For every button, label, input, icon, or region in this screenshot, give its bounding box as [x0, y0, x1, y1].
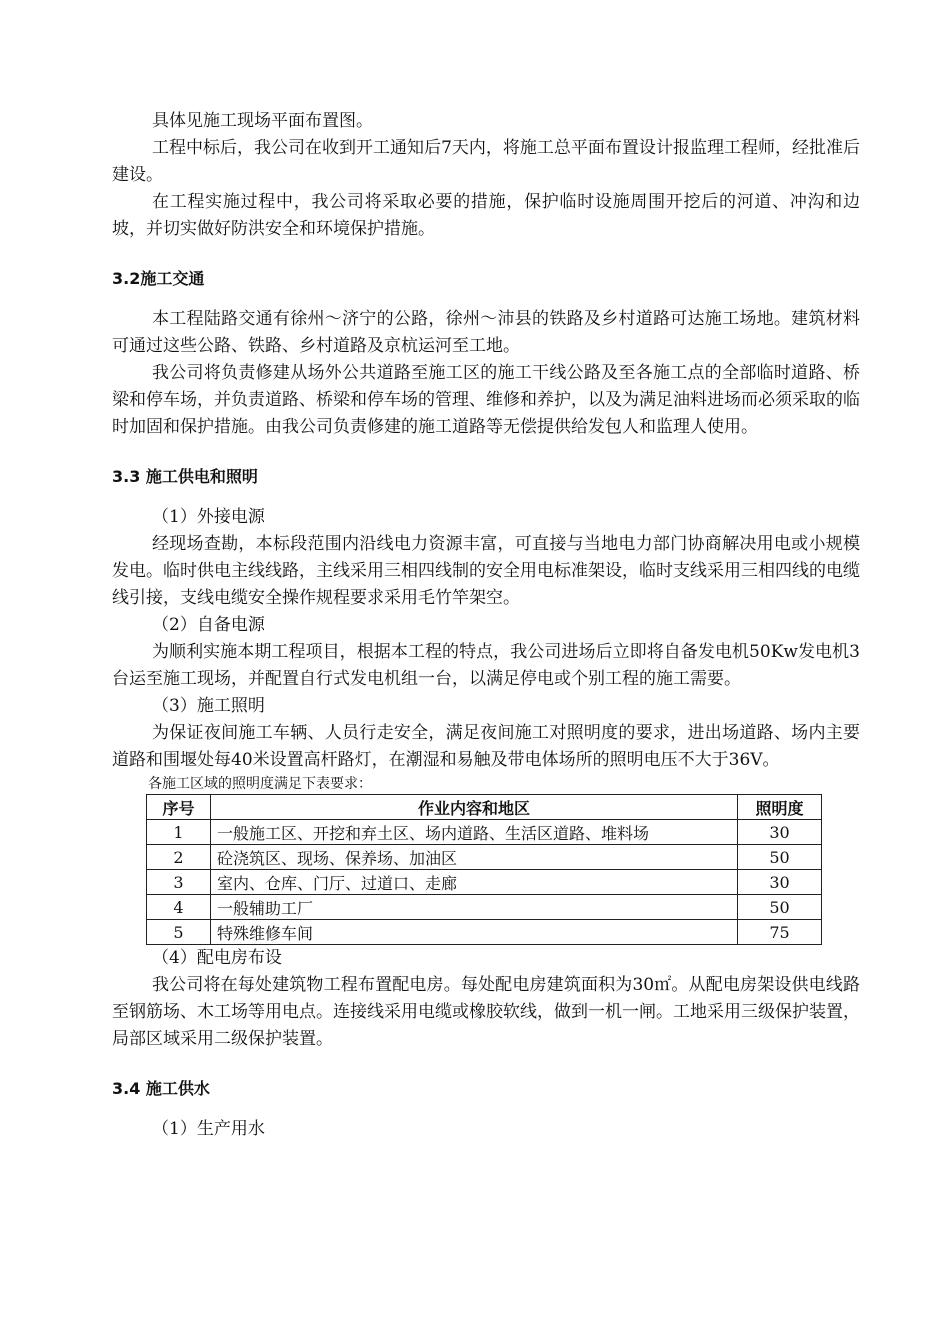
table-cell: 5	[147, 920, 211, 945]
table-cell: 30	[738, 820, 822, 845]
section-3-2-heading: 3.2施工交通	[112, 269, 205, 288]
s33-paragraph-2: 为顺利实施本期工程项目，根据本工程的特点，我公司进场后立即将自备发电机50Kw发电机3台运至施工现场，并配置自行式发电机组一台，以满足停电或个别工程的施工需要。	[112, 642, 860, 689]
table-cell: 50	[738, 845, 822, 870]
table-cell: 特殊维修车间	[210, 920, 737, 945]
table-row	[147, 820, 822, 845]
table-cell: 4	[147, 895, 211, 920]
table-cell: 砼浇筑区、现场、保养场、加油区	[210, 845, 737, 870]
table-cell: 2	[147, 845, 211, 870]
table-cell: 一般施工区、开挖和弃土区、场内道路、生活区道路、堆料场	[210, 820, 737, 845]
s34-subheading-1: （1）生产用水	[152, 1119, 265, 1139]
table-cell: 3	[147, 870, 211, 895]
s32-paragraph-2: 我公司将负责修建从场外公共道路至施工区的施工干线公路及至各施工点的全部临时道路、桥梁和停车场，并负责道路、桥梁和停车场的管理、维修和养护，以及为满足油料进场而必须采取的临时加固和保护措施。由我公司负责修建的施工道路等无偿提供给发包人和监理人使用。	[112, 363, 860, 437]
table-header-row	[147, 795, 822, 820]
s33-paragraph-4: 我公司将在每处建筑物工程布置配电房。每处配电房建筑面积为30㎡。从配电房架设供电线路至钢筋场、木工场等用电点。连接线采用电缆或橡胶软线，做到一机一闸。工地采用三级保护装置，局部区域采用二级保护装置。	[112, 975, 860, 1049]
table-row	[147, 870, 822, 895]
section-3-3-heading: 3.3 施工供电和照明	[112, 467, 258, 486]
table-cell: 50	[738, 895, 822, 920]
table-header-cell: 作业内容和地区	[210, 795, 737, 820]
s33-subheading-1: （1）外接电源	[152, 507, 265, 527]
table-caption: 各施工区域的照明度满足下表要求：	[148, 776, 372, 792]
section-3-4-heading: 3.4 施工供水	[112, 1079, 210, 1098]
table-cell: 一般辅助工厂	[210, 895, 737, 920]
table-row	[147, 845, 822, 870]
s33-subheading-3: （3）施工照明	[152, 696, 265, 716]
table-row	[147, 920, 822, 945]
table-cell: 30	[738, 870, 822, 895]
table-row	[147, 895, 822, 920]
table-cell: 室内、仓库、门厅、过道口、走廊	[210, 870, 737, 895]
intro-paragraph-1: 具体见施工现场平面布置图。	[152, 111, 373, 131]
illumination-table	[146, 794, 822, 945]
s32-paragraph-1: 本工程陆路交通有徐州～济宁的公路，徐州～沛县的铁路及乡村道路可达施工场地。建筑材料可通过这些公路、铁路、乡村道路及京杭运河至工地。	[112, 309, 860, 356]
table-cell: 1	[147, 820, 211, 845]
table-cell: 75	[738, 920, 822, 945]
s33-paragraph-1: 经现场查勘，本标段范围内沿线电力资源丰富，可直接与当地电力部门协商解决用电或小规模发电。临时供电主线线路，主线采用三相四线制的安全用电标准架设，临时支线采用三相四线的电缆线引接，支线电缆安全操作规程要求采用毛竹竿架空。	[112, 534, 860, 608]
table-header-cell: 照明度	[738, 795, 822, 820]
intro-paragraph-3: 在工程实施过程中，我公司将采取必要的措施，保护临时设施周围开挖后的河道、冲沟和边坡，并切实做好防洪安全和环境保护措施。	[112, 192, 860, 239]
s33-subheading-2: （2）自备电源	[152, 615, 265, 635]
s33-paragraph-3: 为保证夜间施工车辆、人员行走安全，满足夜间施工对照明度的要求，进出场道路、场内主要道路和围堰处每40米设置高杆路灯，在潮湿和易触及带电体场所的照明电压不大于36V。	[112, 723, 860, 770]
document-page	[112, 108, 860, 1143]
s33-subheading-4: （4）配电房布设	[152, 948, 282, 968]
intro-paragraph-2: 工程中标后，我公司在收到开工通知后7天内，将施工总平面布置设计报监理工程师，经批准后建设。	[112, 138, 860, 185]
table-header-cell: 序号	[147, 795, 211, 820]
